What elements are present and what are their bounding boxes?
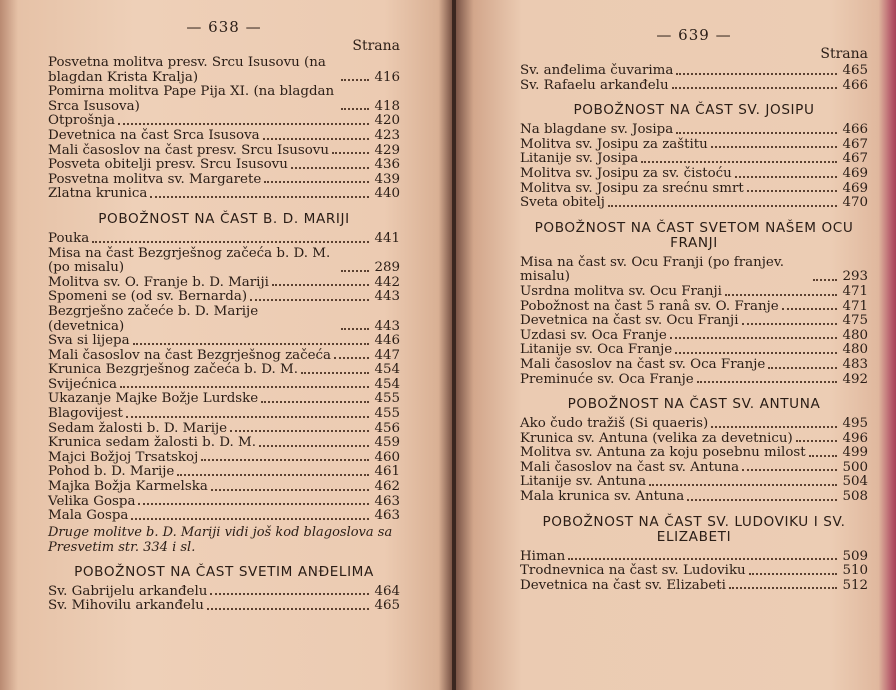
toc-entry xyxy=(48,144,400,159)
toc-entry xyxy=(520,167,868,182)
dot-leader xyxy=(676,73,837,75)
toc-entry-title: Uzdasi sv. Oca Franje xyxy=(520,327,667,343)
dot-leader xyxy=(568,558,837,560)
toc-entry xyxy=(520,550,868,565)
toc-entry xyxy=(48,305,400,334)
toc-entry xyxy=(48,495,400,510)
toc-entry-page: 471 xyxy=(842,298,868,314)
toc-entry-title: Posveta obitelji presv. Srcu Isusovu xyxy=(48,157,288,173)
strana-heading: Strana xyxy=(352,38,400,54)
toc-entry-page: 475 xyxy=(842,313,868,329)
toc-entry-title: Otprošnja xyxy=(48,113,116,129)
toc-entry-title: Ako čudo tražiš (Si quaeris) xyxy=(520,416,709,432)
toc-entry-page: 440 xyxy=(374,186,400,202)
dot-leader xyxy=(131,518,369,520)
dot-leader xyxy=(259,445,369,447)
toc-entry-page: 443 xyxy=(374,318,400,334)
toc-entry-page: 442 xyxy=(374,274,400,290)
toc-entry-title: Posvetna molitva sv. Margarete xyxy=(48,171,262,187)
toc-entry-page: 289 xyxy=(374,260,400,276)
toc-entry xyxy=(48,114,400,129)
dot-leader xyxy=(138,503,369,505)
toc-entry-title: Molitva sv. Josipu za sv. čistoću xyxy=(520,165,732,181)
dot-leader xyxy=(332,152,369,154)
toc-entry-title: Devetnica na čast sv. Ocu Franji xyxy=(520,313,739,329)
dot-leader xyxy=(670,337,837,339)
toc-entry xyxy=(520,432,868,447)
toc-entry-page: 470 xyxy=(842,195,868,211)
toc-entry-title: Sva si lijepa xyxy=(48,333,130,349)
toc-entry xyxy=(48,173,400,188)
toc-entry-page: 467 xyxy=(842,151,868,167)
dot-leader xyxy=(341,108,369,110)
toc-entry-title: Mali časoslov na čast sv. Oca Franje xyxy=(520,356,766,372)
dot-leader xyxy=(264,181,369,183)
dot-leader xyxy=(813,279,837,281)
toc-entry-page: 454 xyxy=(374,376,400,392)
toc-entry xyxy=(520,182,868,197)
toc-entry-page: 492 xyxy=(842,371,868,387)
dot-leader xyxy=(697,381,837,383)
toc-entry-page: 455 xyxy=(374,406,400,422)
toc-entry xyxy=(520,579,868,594)
dot-leader xyxy=(742,469,837,471)
toc-entry-page: 439 xyxy=(374,171,400,187)
toc-list xyxy=(48,232,400,524)
toc-entry xyxy=(520,196,868,211)
toc-entry-page: 441 xyxy=(374,230,400,246)
dot-leader xyxy=(742,323,838,325)
toc-entry-page: 443 xyxy=(374,289,400,305)
toc-entry xyxy=(520,446,868,461)
dot-leader xyxy=(263,138,369,140)
dot-leader xyxy=(747,190,837,192)
toc-entry-title: Sveta obitelj xyxy=(520,195,605,211)
dot-leader xyxy=(809,455,837,457)
dot-leader xyxy=(608,205,837,207)
toc-list xyxy=(520,64,868,93)
toc-entry xyxy=(48,276,400,291)
toc-entry xyxy=(520,123,868,138)
toc-entry-title: Spomeni se (od sv. Bernarda) xyxy=(48,289,248,305)
dot-leader xyxy=(261,401,369,403)
toc-list xyxy=(48,56,400,202)
toc-entry-page: 463 xyxy=(374,508,400,524)
dot-leader xyxy=(210,593,369,595)
toc-entry xyxy=(48,465,400,480)
toc-entry xyxy=(48,334,400,349)
toc-entry-page: 436 xyxy=(374,157,400,173)
toc-entry-title: Svijećnica xyxy=(48,376,117,392)
toc-entry-page: 500 xyxy=(842,459,868,475)
toc-entry-title: Majci Božjoj Trsatskoj xyxy=(48,449,199,465)
toc-entry-title: Mala Gospa xyxy=(48,508,129,524)
toc-entry-title: Litanije sv. Antuna xyxy=(520,474,647,490)
toc-entry xyxy=(48,599,400,614)
toc-entry xyxy=(520,256,868,285)
toc-entry-page: 455 xyxy=(374,391,400,407)
toc-entry-title: Molitva sv. Josipu za srećnu smrt xyxy=(520,180,744,196)
toc-entry-page: 293 xyxy=(842,269,868,285)
toc-entry-title: Mali časoslov na čast presv. Srcu Isusovu xyxy=(48,142,329,158)
toc-entry-title: Molitva sv. O. Franje b. D. Mariji xyxy=(48,274,269,290)
toc-entry-title: Blagovijest xyxy=(48,406,123,422)
toc-entry-title: Misa na čast Bezgrješnog začeća b. D. M. (po misalu) xyxy=(48,245,331,276)
toc-entry xyxy=(48,480,400,495)
toc-entry-title: Preminuće sv. Oca Franje xyxy=(520,371,694,387)
toc-entry-title: Himan xyxy=(520,548,566,564)
toc-entry xyxy=(520,373,868,388)
toc-entry-title: Sv. Rafaelu arkanđelu xyxy=(520,77,669,93)
toc-entry xyxy=(48,349,400,364)
toc-entry-page: 454 xyxy=(374,362,400,378)
toc-entry-page: 466 xyxy=(842,77,868,93)
toc-entry-title: Mali časoslov na čast Bezgrješnog začeća xyxy=(48,347,332,363)
dot-leader xyxy=(291,167,369,169)
section-title: POBOŽNOST NA ČAST B. D. MARIJI xyxy=(98,210,350,227)
toc-entry xyxy=(520,314,868,329)
toc-entry xyxy=(48,187,400,202)
toc-list xyxy=(520,123,868,211)
section-title: POBOŽNOST NA ČAST SVETIM ANĐELIMA xyxy=(74,563,374,580)
section-title: POBOŽNOST NA ČAST SV. LUDOVIKU I SV. ELIZABETI xyxy=(542,513,846,545)
toc-entry-page: 509 xyxy=(842,548,868,564)
toc-entry xyxy=(48,129,400,144)
toc-entry-page: 496 xyxy=(842,430,868,446)
toc-entry-page: 447 xyxy=(374,347,400,363)
toc-entry xyxy=(48,392,400,407)
toc-entry-title: Velika Gospa xyxy=(48,493,136,509)
toc-entry-title: Mala krunica sv. Antuna xyxy=(520,489,685,505)
toc-entry-page: 471 xyxy=(842,283,868,299)
toc-entry-page: 459 xyxy=(374,435,400,451)
toc-entry-page: 420 xyxy=(374,113,400,129)
dot-leader xyxy=(150,196,369,198)
toc-entry-title: Misa na čast sv. Ocu Franji (po franjev. misalu) xyxy=(520,254,785,285)
dot-leader xyxy=(118,123,369,125)
toc-entry-page: 423 xyxy=(374,127,400,143)
dot-leader xyxy=(250,299,369,301)
toc-entry-page: 480 xyxy=(842,342,868,358)
toc-entry xyxy=(520,300,868,315)
dot-leader xyxy=(672,87,837,89)
toc-entry xyxy=(48,585,400,600)
toc-list xyxy=(520,256,868,387)
dot-leader xyxy=(768,367,837,369)
toc-entry-page: 416 xyxy=(374,69,400,85)
toc-entry-page: 504 xyxy=(842,474,868,490)
toc-entry-title: Sv. anđelima čuvarima xyxy=(520,63,674,78)
toc-entry-page: 446 xyxy=(374,333,400,349)
dot-leader xyxy=(735,176,837,178)
dot-leader xyxy=(676,132,837,134)
dot-leader xyxy=(120,386,369,388)
section-title: POBOŽNOST NA ČAST SV. ANTUNA xyxy=(567,396,821,413)
dot-leader xyxy=(334,357,369,359)
toc-list xyxy=(520,550,868,594)
dot-leader xyxy=(675,352,837,354)
toc-entry-page: 464 xyxy=(374,583,400,599)
dot-leader xyxy=(126,416,369,418)
right-page xyxy=(456,0,896,690)
dot-leader xyxy=(729,587,837,589)
toc-entry-page: 465 xyxy=(842,63,868,78)
dot-leader xyxy=(749,573,837,575)
toc-entry-page: 469 xyxy=(842,165,868,181)
dot-leader xyxy=(711,426,837,428)
toc-entry-title: Usrdna molitva sv. Ocu Franji xyxy=(520,283,722,299)
dot-leader xyxy=(782,308,837,310)
toc-entry-page: 499 xyxy=(842,445,868,461)
toc-entry xyxy=(48,56,400,85)
toc-entry-title: Litanije sv. Josipa xyxy=(520,151,639,167)
toc-entry-page: 467 xyxy=(842,136,868,152)
toc-entry xyxy=(48,158,400,173)
note-text: Druge molitve b. D. Mariji vidi još kod blagoslova sa Presvetim str. 334 i sl. xyxy=(48,524,393,555)
dot-leader xyxy=(687,499,837,501)
dot-leader xyxy=(133,343,369,345)
toc-entry xyxy=(520,79,868,94)
page-number: — 639 — xyxy=(656,26,732,44)
toc-entry-title: Krunica sv. Antuna (velika za devetnicu) xyxy=(520,430,793,446)
toc-entry xyxy=(48,436,400,451)
section-title: POBOŽNOST NA ČAST SV. JOSIPU xyxy=(573,102,815,119)
toc-entry-title: Litanije sv. Oca Franje xyxy=(520,342,673,358)
toc-entry-title: Molitva sv. Josipu za zaštitu xyxy=(520,136,708,152)
toc-entry xyxy=(520,64,868,79)
dot-leader xyxy=(341,328,369,330)
toc-entry xyxy=(520,152,868,167)
dot-leader xyxy=(177,474,369,476)
dot-leader xyxy=(796,440,837,442)
toc-entry-title: Sv. Mihovilu arkanđelu xyxy=(48,598,204,614)
toc-entry-page: 512 xyxy=(842,577,868,593)
toc-entry xyxy=(520,461,868,476)
toc-entry-page: 480 xyxy=(842,327,868,343)
toc-entry xyxy=(520,564,868,579)
toc-entry-title: Molitva sv. Antuna za koju posebnu milost xyxy=(520,445,806,461)
toc-entry-title: Na blagdane sv. Josipa xyxy=(520,122,674,138)
toc-entry-title: Pouka xyxy=(48,230,90,246)
section-title: POBOŽNOST NA ČAST SVETOM NAŠEM OCU FRANJI xyxy=(534,219,854,251)
toc-entry-page: 460 xyxy=(374,449,400,465)
toc-entry xyxy=(520,138,868,153)
toc-entry xyxy=(520,490,868,505)
toc-entry-title: Ukazanje Majke Božje Lurdske xyxy=(48,391,259,407)
dot-leader xyxy=(641,161,837,163)
toc-entry-title: Posvetna molitva presv. Srcu Isusovu (na blagdan Krista Kralja) xyxy=(48,55,326,85)
dot-leader xyxy=(207,608,369,610)
toc-entry-title: Pobožnost na čast 5 ranâ sv. O. Franje xyxy=(520,298,779,314)
toc-entry xyxy=(48,85,400,114)
toc-entry xyxy=(48,290,400,305)
dot-leader xyxy=(92,241,369,243)
toc-entry-page: 462 xyxy=(374,479,400,495)
toc-entry xyxy=(48,232,400,247)
toc-list xyxy=(520,417,868,505)
toc-entry xyxy=(520,475,868,490)
dot-leader xyxy=(272,284,369,286)
toc-entry-title: Pomirna molitva Pape Pija XI. (na blagdan Srca Isusova) xyxy=(48,84,335,114)
dot-leader xyxy=(301,372,369,374)
toc-entry-title: Sedam žalosti b. D. Marije xyxy=(48,420,228,436)
toc-entry xyxy=(520,285,868,300)
dot-leader xyxy=(211,489,369,491)
toc-entry xyxy=(48,407,400,422)
toc-entry xyxy=(48,422,400,437)
toc-entry xyxy=(48,363,400,378)
toc-entry-title: Krunica Bezgrješnog začeća b. D. M. xyxy=(48,362,298,378)
toc-entry-page: 465 xyxy=(374,598,400,614)
dot-leader xyxy=(649,484,837,486)
toc-entry-page: 469 xyxy=(842,180,868,196)
toc-entry xyxy=(48,378,400,393)
toc-entry-page: 461 xyxy=(374,464,400,480)
toc-entry-title: Trodnevnica na čast sv. Ludoviku xyxy=(520,563,746,579)
toc-entry-title: Krunica sedam žalosti b. D. M. xyxy=(48,435,256,451)
toc-entry-title: Mali časoslov na čast sv. Antuna xyxy=(520,459,740,475)
dot-leader xyxy=(725,294,837,296)
toc-entry-page: 495 xyxy=(842,416,868,432)
toc-list xyxy=(48,585,400,614)
toc-entry-page: 456 xyxy=(374,420,400,436)
dot-leader xyxy=(201,459,369,461)
toc-entry xyxy=(48,451,400,466)
toc-entry-title: Majka Božja Karmelska xyxy=(48,479,208,495)
toc-entry-title: Pohod b. D. Marije xyxy=(48,464,175,480)
toc-entry-page: 508 xyxy=(842,489,868,505)
strana-heading: Strana xyxy=(820,46,868,62)
toc-entry-title: Sv. Gabrijelu arkanđelu xyxy=(48,583,208,599)
toc-entry-page: 418 xyxy=(374,98,400,114)
toc-entry-page: 463 xyxy=(374,493,400,509)
dot-leader xyxy=(341,79,369,81)
dot-leader xyxy=(341,270,369,272)
toc-entry-page: 510 xyxy=(842,563,868,579)
toc-entry xyxy=(48,247,400,276)
toc-entry-title: Zlatna krunica xyxy=(48,186,148,202)
toc-entry xyxy=(48,509,400,524)
dot-leader xyxy=(230,430,369,432)
toc-entry xyxy=(520,343,868,358)
toc-entry xyxy=(520,358,868,373)
toc-entry xyxy=(520,417,868,432)
toc-entry-title: Bezgrješno začeće b. D. Marije (devetnica) xyxy=(48,303,259,334)
toc-entry-title: Devetnica na čast Srca Isusova xyxy=(48,127,260,143)
dot-leader xyxy=(711,146,837,148)
toc-entry-page: 466 xyxy=(842,122,868,138)
toc-entry-title: Devetnica na čast sv. Elizabeti xyxy=(520,577,726,593)
page-number: — 638 — xyxy=(186,18,262,36)
toc-entry-page: 483 xyxy=(842,356,868,372)
toc-entry-page: 429 xyxy=(374,142,400,158)
toc-entry xyxy=(520,329,868,344)
